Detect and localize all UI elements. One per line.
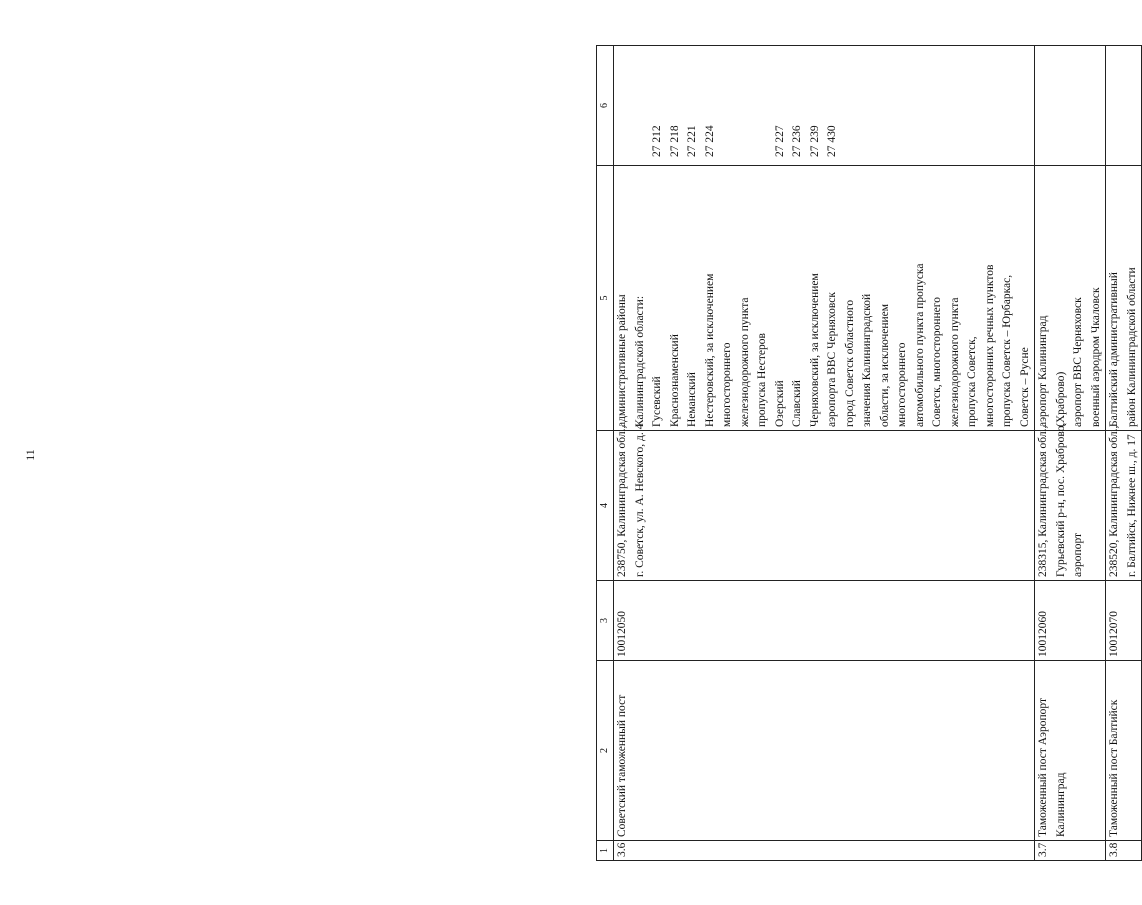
post-region <box>1106 166 1142 431</box>
post-address <box>1035 422 1106 581</box>
okato-codes <box>1106 46 1142 166</box>
post-name: Советский таможенный пост <box>614 661 1035 841</box>
region-line: Калининградской области: <box>633 295 646 427</box>
region-line: Черняховский, за исключением <box>808 273 821 427</box>
okato-code: 27 224 <box>703 125 716 157</box>
column-number-1: 1 <box>597 841 614 861</box>
region-line: военный аэродром Чкаловск <box>1089 287 1102 427</box>
region-line: многостороннего <box>721 342 733 427</box>
region-line: многостороннего <box>896 342 908 427</box>
region-line: район Калининградской области <box>1125 267 1138 427</box>
post-region <box>614 166 1035 431</box>
region-line: многосторонних речных пунктов <box>983 264 996 427</box>
address-line: аэропорт <box>1072 532 1084 577</box>
post-address <box>614 423 1035 581</box>
region-line: аэропорт ВВС Черняховск <box>1072 297 1084 427</box>
table-row <box>1035 46 1106 861</box>
post-address <box>1106 425 1142 581</box>
post-name-line: Таможенный пост Аэропорт <box>1037 697 1049 837</box>
region-line: (Храброво) <box>1054 371 1067 427</box>
region-line: административные районы <box>616 294 628 427</box>
column-number-2: 2 <box>597 661 614 841</box>
region-line: Краснознаменский <box>668 334 681 427</box>
address-line: Гурьевский р-н, пос. Храброво, <box>1054 422 1067 577</box>
region-line: автомобильного пункта пропуска <box>913 263 926 427</box>
address-line: 238315, Калининградская обл., <box>1037 425 1049 577</box>
post-code: 10012060 <box>1035 581 1106 661</box>
okato-codes <box>614 46 1035 166</box>
address-line: г. Советск, ул. А. Невского, д. 4 <box>633 423 646 577</box>
column-number-4: 4 <box>597 431 614 581</box>
post-name <box>1035 661 1106 841</box>
okato-code: 27 212 <box>651 125 663 157</box>
okato-code: 27 236 <box>791 125 803 157</box>
table-row <box>1106 46 1142 861</box>
region-line: пропуска Нестеров <box>756 333 768 427</box>
customs-posts-table <box>596 45 1142 861</box>
post-name: Таможенный пост Балтийск <box>1106 661 1142 841</box>
region-line: Нестеровский, за исключением <box>703 273 716 427</box>
post-code: 10012050 <box>614 581 1035 661</box>
region-line: Озерский <box>773 380 786 427</box>
post-code: 10012070 <box>1106 581 1142 661</box>
page-number: 11 <box>23 449 37 461</box>
region-line: аэропорта ВВС Черняховск <box>826 292 838 427</box>
column-number-5: 5 <box>597 166 614 431</box>
post-name-line: Калининград <box>1054 772 1067 837</box>
okato-code: 27 221 <box>686 125 698 157</box>
okato-code: 27 227 <box>773 125 786 157</box>
region-line: железнодорожного пункта <box>948 297 961 427</box>
region-line: Гусевский <box>651 376 663 427</box>
region-line: пропуска Советск, <box>966 336 978 427</box>
address-line: г. Балтийск, Нижнее ш., д. 17 <box>1125 434 1138 577</box>
region-line: области, за исключением <box>878 303 891 427</box>
region-line: Неманский <box>686 372 698 427</box>
column-number-6: 6 <box>597 46 614 166</box>
region-line: город Советск областного <box>843 299 856 427</box>
post-region <box>1035 166 1106 431</box>
table-row <box>614 46 1035 861</box>
region-line: Советск – Русне <box>1018 347 1031 427</box>
row-number: 3.7 <box>1035 841 1106 861</box>
region-line: пропуска Советск – Юрбаркас, <box>1001 274 1013 427</box>
region-line: значения Калининградской <box>861 293 873 427</box>
okato-codes <box>1035 46 1106 166</box>
row-number: 3.6 <box>614 841 1035 861</box>
region-line: Советск, многостороннего <box>931 297 943 427</box>
column-number-3: 3 <box>597 581 614 661</box>
address-line: 238750, Калининградская обл., <box>616 425 628 577</box>
region-line: Балтийский административный <box>1108 272 1120 427</box>
region-line: аэропорт Калининград <box>1037 315 1049 427</box>
region-line: Славский <box>791 380 803 427</box>
okato-code: 27 430 <box>826 125 838 157</box>
column-number-row <box>597 46 614 861</box>
address-line: 238520, Калининградская обл., <box>1108 425 1120 577</box>
okato-code: 27 218 <box>668 125 681 157</box>
okato-code: 27 239 <box>808 125 821 157</box>
region-line: железнодорожного пункта <box>738 297 751 427</box>
row-number: 3.8 <box>1106 841 1142 861</box>
